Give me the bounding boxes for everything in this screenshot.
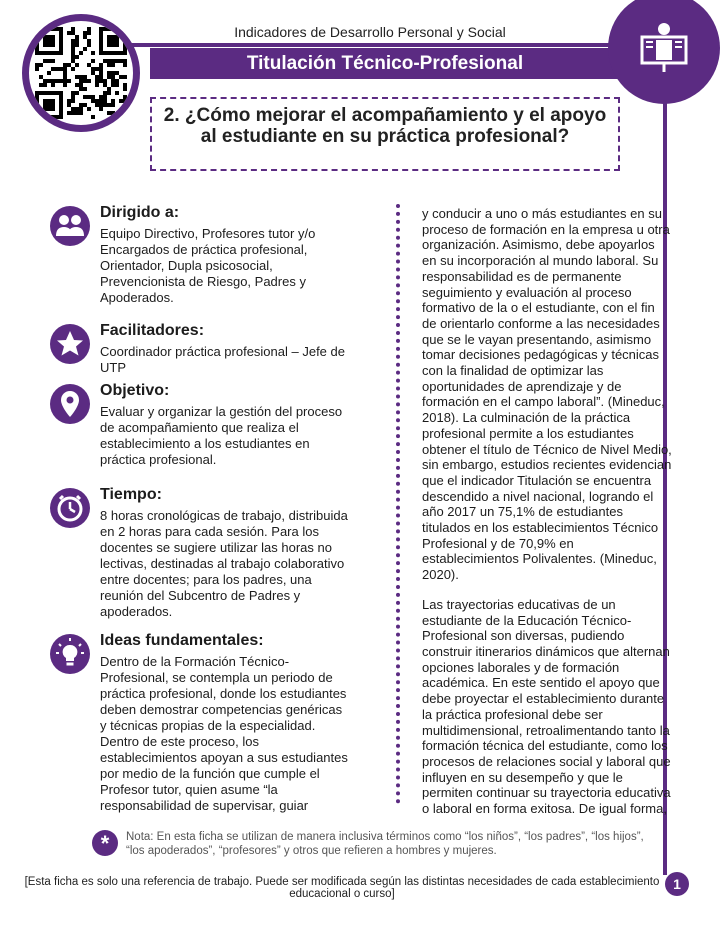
section-heading: Ideas fundamentales: xyxy=(100,632,264,649)
footer-disclaimer: [Esta ficha es solo una referencia de trabajo. Puede ser modificada según las distintas necesidades de cada establecimiento educacional o curso] xyxy=(24,876,660,900)
section-facilitadores xyxy=(50,322,350,382)
presenter-board-icon xyxy=(636,22,692,74)
asterisk-icon: * xyxy=(92,830,118,856)
location-pin-icon xyxy=(50,384,90,424)
question-box xyxy=(150,97,620,171)
left-column xyxy=(50,204,350,814)
header-caption: Indicadores de Desarrollo Personal y Social xyxy=(234,24,506,40)
section-heading: Dirigido a: xyxy=(100,204,180,221)
right-column xyxy=(422,206,672,831)
section-heading: Tiempo: xyxy=(100,486,162,503)
page-title: Titulación Técnico-Profesional xyxy=(150,48,620,79)
clock-icon xyxy=(50,488,90,528)
section-heading: Facilitadores: xyxy=(100,322,205,339)
section-dirigido xyxy=(50,204,350,322)
people-icon xyxy=(50,206,90,246)
section-text: Evaluar y organizar la gestión del proceso de acompañamiento que realiza el establecimiento a los estudiantes en práctica profesional. xyxy=(100,404,343,467)
section-objetivo xyxy=(50,382,350,486)
section-text: Dentro de la Formación Técnico-Profesional, se contempla un periodo de práctica profesional, donde los estudiantes deben demostrar competencias genéricas y técnicas propias de la especialidad. Dentro de este proceso, los establecimientos apoyan a sus estudiantes por medio de la función que cumple el Profesor tutor, quien asume “la responsabilidad de supervisar, guiar xyxy=(100,654,348,813)
lightbulb-icon xyxy=(50,634,90,674)
column-divider xyxy=(396,204,400,804)
section-text: Equipo Directivo, Profesores tutor y/o Encargados de práctica profesional, Orientador, Dupla psicosocial, Prevencionista de Riesgo, Padres y Apoderados. xyxy=(100,226,316,305)
section-ideas xyxy=(50,632,350,814)
qr-code xyxy=(22,14,140,132)
header-rule xyxy=(128,43,648,47)
page-number: 1 xyxy=(665,872,689,896)
body-paragraph: y conducir a uno o más estudiantes en su proceso de formación en la empresa u otra organización. Asimismo, debe apoyarlos en su incorporación al mundo laboral. Su responsabilidad es de permanente seguimiento y evaluación al proceso formativo de la o el estudiante, con el fin de orientarlo conforme a las necesidades que se le vayan presentando, asimismo tomar decisiones pedagógicas y técnicas con la finalidad de optimizar las oportunidades de aprendizaje y de formación en el campo laboral”. (Mineduc, 2018). La culminación de la práctica profesional permite a los estudiantes obtener el título de Técnico de Nivel Medio, sin embargo, estudios recientes evidencian que el indicador Titulación se encuentra descendido a nivel nacional, logrando el año 2017 un 75,1% de estudiantes titulados en los establecimientos Técnico Profesional y de 70,9% en establecimientos Polivalentes. (Mineduc, 2020). xyxy=(422,206,672,583)
question-title: 2. ¿Cómo mejorar el acompañamiento y el apoyo al estudiante en su práctica profesional? xyxy=(163,105,607,147)
section-heading: Objetivo: xyxy=(100,382,170,399)
body-paragraph: Las trayectorias educativas de un estudiante de la Educación Técnico-Profesional son diversas, pudiendo construir itinerarios dinámicos que alternan opciones laborales y de formación académica. En este sentido el apoyo que debe proyectar el establecimiento durante la práctica profesional debe ser multidimensional, retroalimentando tanto la formación técnica del estudiante, como los procesos de relaciones social y laboral que influyen en su desempeño y que le permiten continuar su trayectoria educativa o laboral en forma exitosa. De igual forma, xyxy=(422,596,671,817)
section-text: Coordinador práctica profesional – Jefe de UTP xyxy=(100,344,345,375)
star-icon xyxy=(50,324,90,364)
inclusive-language-note xyxy=(92,830,652,858)
section-text: 8 horas cronológicas de trabajo, distribuida en 2 horas para cada sesión. Para los docentes se sugiere utilizar las horas no lectivas, destinadas al trabajo colaborativo entre docentes; para los padres, una reunión del Subcentro de Padres y apoderados. xyxy=(100,508,348,619)
section-tiempo xyxy=(50,486,350,632)
header-icon-badge xyxy=(608,0,720,104)
note-text: Nota: En esta ficha se utilizan de manera inclusiva términos como “los niños”, “los padres”, “los hijos”, “los apoderados”, “profesores” y otros que refieren a hombres y mujeres. xyxy=(126,831,644,857)
